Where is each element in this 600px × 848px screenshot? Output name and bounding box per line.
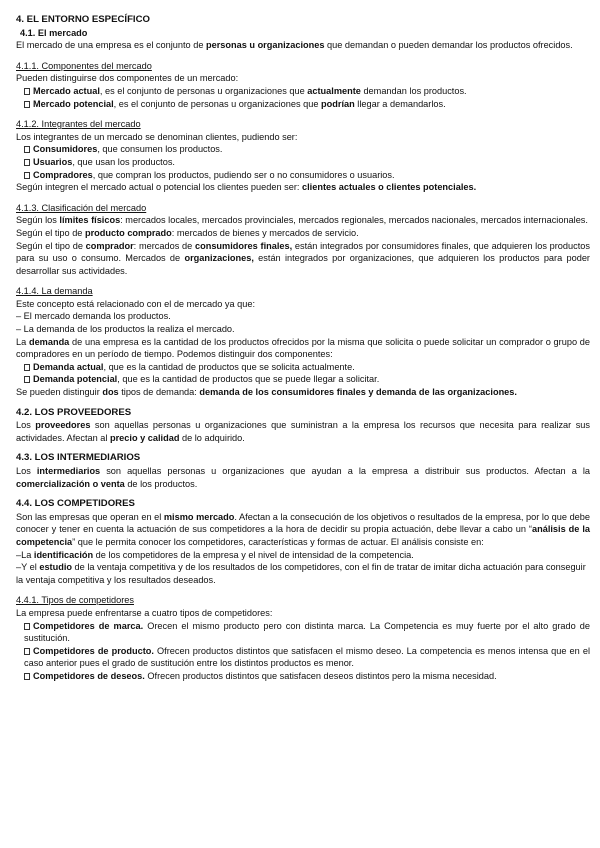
section-4-title: 4. EL ENTORNO ESPECÍFICO bbox=[16, 14, 150, 25]
list-item: Mercado actual, es el conjunto de personas u organizaciones que actualmente demandan los productos. bbox=[16, 85, 590, 98]
list-item: Competidores de producto. Ofrecen productos distintos que satisfacen el mismo deseo. La competencia es menos intensa que en el caso anterior pues el grado de sustitución entre los distintos productos es menor. bbox=[24, 645, 590, 669]
list-item: Competidores de deseos. Ofrecen productos distintos que satisfacen deseos distintos pero la misma necesidad. bbox=[16, 670, 590, 683]
demanda-definition: La demanda de una empresa es la cantidad de los productos ofrecidos por la misma que solicita o puede solicitar un comprador o grupo de compradores en un período de tiempo. Podemos distinguir dos componentes: bbox=[16, 336, 590, 360]
bullet-icon bbox=[24, 364, 30, 371]
bullet-icon bbox=[24, 673, 30, 680]
competidores-text: Son las empresas que operan en el mismo mercado. Afectan a la consecución de los objetivos o resultados de la empresa, por lo que debe conocer y tener en cuenta la actuación de sus competidores a la hora de decidir su propia actuación, debe llevar a cabo un “análisis de la competencia” que le permita conocer los competidores, características y formas de actuar. El análisis consiste en: bbox=[16, 511, 591, 547]
bullet-icon bbox=[24, 101, 30, 108]
demanda-line-1: Este concepto está relacionado con el de mercado ya que: bbox=[16, 298, 256, 309]
list-item: Compradores, que compran los productos, pudiendo ser o no consumidores o usuarios. bbox=[16, 169, 590, 182]
integrantes-intro: Los integrantes de un mercado se denominan clientes, pudiendo ser: bbox=[16, 131, 298, 142]
list-item: Consumidores, que consumen los productos. bbox=[16, 143, 590, 156]
tipos-intro: La empresa puede enfrentarse a cuatro tipos de competidores: bbox=[16, 607, 273, 618]
componentes-intro: Pueden distinguirse dos componentes de un mercado: bbox=[16, 73, 239, 84]
section-4-1-2-title: 4.1.2. Integrantes del mercado bbox=[16, 119, 141, 130]
section-4-1-1-title: 4.1.1. Componentes del mercado bbox=[16, 60, 152, 71]
list-item: Demanda actual, que es la cantidad de productos que se solicita actualmente. bbox=[16, 361, 590, 374]
section-4-3-title: 4.3. LOS INTERMEDIARIOS bbox=[16, 452, 141, 464]
list-item: Usuarios, que usan los productos. bbox=[16, 156, 590, 169]
document-page bbox=[16, 14, 590, 683]
list-item: Mercado potencial, es el conjunto de personas u organizaciones que podrían llegar a demandarlos. bbox=[16, 98, 590, 111]
bullet-icon bbox=[24, 159, 30, 166]
clasificacion-producto: Según el tipo de producto comprado: mercados de bienes y mercados de servicio. bbox=[16, 227, 359, 238]
clasificacion-limites: Según los límites físicos: mercados locales, mercados provinciales, mercados regionales, mercados nacionales, mercados internacionales. bbox=[16, 215, 588, 226]
analisis-item: –La identificación de los competidores de la empresa y el nivel de intensidad de la competencia. bbox=[16, 549, 414, 560]
demanda-line-2: – El mercado demanda los productos. bbox=[16, 311, 171, 322]
section-4-4-1-title: 4.4.1. Tipos de competidores bbox=[16, 595, 134, 606]
demanda-closing: Se pueden distinguir dos tipos de demanda: demanda de los consumidores finales y demanda de las organizaciones. bbox=[16, 387, 517, 398]
analisis-item: –Y el estudio de la ventaja competitiva y de los resultados de los competidores, con el fin de tratar de imitar dicha actuación para conseguir la ventaja competitiva y los resultados deseados. bbox=[16, 562, 586, 585]
list-item: Competidores de marca. Orecen el mismo producto pero con distinta marca. La Competencia es muy fuerte por el alto grado de sustitución. bbox=[24, 620, 590, 644]
bullet-icon bbox=[24, 172, 30, 179]
section-4-1-title: 4.1. El mercado bbox=[20, 27, 88, 38]
bullet-icon bbox=[24, 146, 30, 153]
bullet-icon bbox=[24, 648, 30, 655]
demanda-line-3: – La demanda de los productos la realiza el mercado. bbox=[16, 324, 235, 335]
intermediarios-text: Los intermediarios son aquellas personas u organizaciones que ayudan a la empresa a distribuir sus productos. Afectan a la comercialización o venta de los productos. bbox=[16, 466, 590, 489]
list-item: Demanda potencial, que es la cantidad de productos que se puede llegar a solicitar. bbox=[16, 373, 590, 386]
proveedores-text: Los proveedores son aquellas personas u organizaciones que suministran a la empresa los recursos que necesita para realizar sus actividades. Afectan al precio y calidad de lo adquirido. bbox=[16, 420, 590, 443]
bullet-icon bbox=[24, 623, 30, 630]
section-4-1-4-title: 4.1.4. La demanda bbox=[16, 286, 93, 297]
integrantes-closing: Según integren el mercado actual o potencial los clientes pueden ser: clientes actuales o clientes potenciales. bbox=[16, 182, 477, 193]
section-4-2-title: 4.2. LOS PROVEEDORES bbox=[16, 406, 132, 418]
bullet-icon bbox=[24, 376, 30, 383]
clasificacion-comprador: Según el tipo de comprador: mercados de consumidores finales, están integrados por consumidores finales, que adquieren los productos para su uso o consumo. Mercados de organizaciones, están integrados por organizaciones, que adquieren los productos para poder desarrollar sus actividades. bbox=[16, 240, 590, 276]
section-4-4-title: 4.4. LOS COMPETIDORES bbox=[16, 498, 135, 510]
mercado-definition: El mercado de una empresa es el conjunto de personas u organizaciones que demandan o pueden demandar los productos ofrecidos. bbox=[16, 40, 573, 51]
section-4-1-3-title: 4.1.3. Clasificación del mercado bbox=[16, 202, 147, 213]
bullet-icon bbox=[24, 88, 30, 95]
